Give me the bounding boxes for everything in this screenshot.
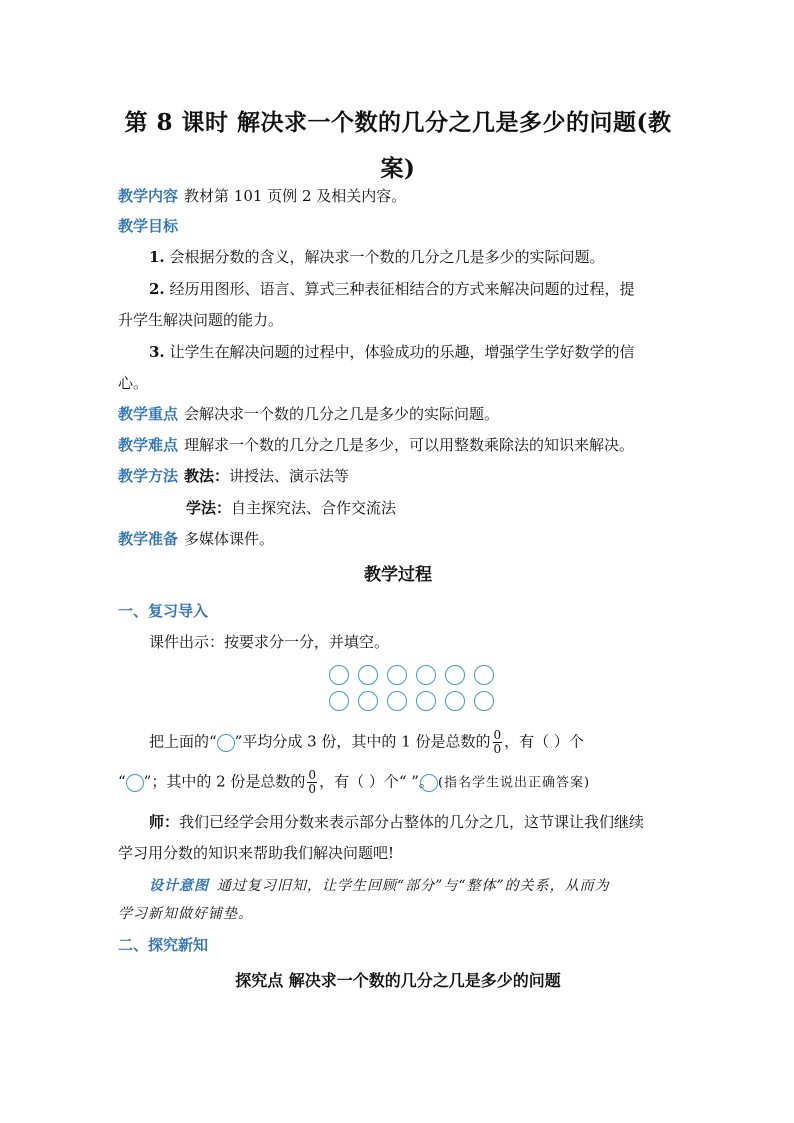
circle-icon (474, 665, 494, 685)
goal-num: 3. (149, 343, 165, 361)
teach-method-label: 教法： (184, 467, 230, 485)
blank-text: “ (118, 772, 126, 791)
teaching-goals-label (118, 215, 678, 237)
teacher-text: 我们已经学会用分数来表示部分占整体的几分之几，这节课让我们继续 (179, 813, 645, 831)
teaching-method (118, 465, 678, 487)
goal-text: 经历用图形、语言、算式三种表征相结合的方式来解决问题的过程，提 (169, 280, 635, 298)
circle-icon (358, 691, 378, 711)
circle-icon (445, 665, 465, 685)
teacher-line (118, 811, 709, 833)
blank-text: ，有（ ）个 (504, 732, 584, 751)
circle-icon (445, 691, 465, 711)
learn-method-text: 自主探究法、合作交流法 (231, 499, 397, 517)
explore-point: 探究点 解决求一个数的几分之几是多少的问题 (235, 971, 561, 990)
section-2-heading (118, 934, 678, 956)
circle-icon (474, 691, 494, 711)
teacher-line-cont: 学习用分数的知识来帮助我们解决问题吧! (118, 844, 395, 862)
fraction (307, 769, 317, 796)
page-title (118, 100, 678, 192)
method-label: 教学方法 (118, 467, 179, 485)
goal-item-3-cont: 心。 (118, 374, 149, 392)
key-point-text: 会解决求一个数的几分之几是多少的实际问题。 (184, 405, 500, 423)
prep-label: 教学准备 (118, 530, 179, 548)
circle-row-2 (329, 690, 503, 712)
teaching-content (118, 185, 678, 207)
fraction-numerator: 0 (308, 768, 317, 782)
fraction (493, 729, 503, 756)
prep-text: 多媒体课件。 (184, 530, 275, 548)
design-intent (118, 874, 709, 897)
goal-num: 1. (149, 248, 165, 266)
circle-icon (358, 665, 378, 685)
teacher-label: 师： (149, 813, 180, 831)
goal-item-3 (118, 341, 709, 363)
circle-icon (387, 665, 407, 685)
teach-method-text: 讲授法、演示法等 (229, 467, 350, 485)
goal-num: 2. (149, 280, 165, 298)
teaching-prep (118, 528, 678, 550)
design-intent-cont: 学习新知做好铺垫。 (118, 906, 253, 922)
design-intent-text: 通过复习旧知，让学生回顾“部分”与“整体”的关系，从而为 (217, 878, 610, 894)
learn-method-label: 学法： (186, 499, 232, 517)
process-heading: 教学过程 (364, 565, 432, 585)
teaching-content-text: 教材第 101 页例 2 及相关内容。 (184, 187, 407, 205)
blank-text: ，有（ ）个“ ”。 (319, 772, 434, 791)
section-1-title: 一、复习导入 (118, 602, 209, 620)
goal-item-1 (118, 246, 709, 268)
circle-icon (387, 691, 407, 711)
fraction-denominator: 0 (308, 782, 317, 796)
section-1-intro: 课件出示：按要求分一分，并填空。 (149, 633, 390, 651)
difficulty-label: 教学难点 (118, 436, 179, 454)
circle-icon (420, 774, 438, 792)
key-point-label: 教学重点 (118, 405, 179, 423)
fraction-denominator: 0 (493, 742, 502, 756)
section-1-heading (118, 600, 678, 622)
blank-text: 把上面的“ (149, 732, 217, 751)
fill-blank-line-2 (118, 769, 678, 796)
difficulty (118, 434, 678, 456)
goal-item-2 (118, 278, 709, 300)
circle-icon (217, 734, 235, 752)
circle-row-1 (329, 664, 503, 686)
learning-method (118, 497, 746, 519)
circle-icon (416, 691, 436, 711)
circle-icon (416, 665, 436, 685)
teacher-note: (指名学生说出正确答案) (437, 775, 591, 791)
goal-text: 会根据分数的含义，解决求一个数的几分之几是多少的实际问题。 (169, 248, 605, 266)
circle-icon (329, 665, 349, 685)
key-point (118, 403, 678, 425)
goals-label: 教学目标 (118, 217, 179, 235)
goal-text: 让学生在解决问题的过程中，体验成功的乐趣，增强学生学好数学的信 (169, 343, 635, 361)
blank-text: ”平均分成 3 份，其中的 1 份是总数的 (234, 732, 491, 751)
circle-icon (329, 691, 349, 711)
fraction-numerator: 0 (493, 728, 502, 742)
circle-icon (126, 774, 144, 792)
fill-blank-line-1 (118, 729, 709, 756)
teaching-content-label: 教学内容 (118, 187, 179, 205)
design-intent-label: 设计意图 (149, 878, 209, 894)
title-line-1: 第 8 课时 解决求一个数的几分之几是多少的问题(教 (124, 109, 672, 136)
section-2-title: 二、探究新知 (118, 936, 209, 954)
goal-item-2-cont: 升学生解决问题的能力。 (118, 311, 284, 329)
blank-text: ”；其中的 2 份是总数的 (143, 772, 306, 791)
difficulty-text: 理解求一个数的几分之几是多少，可以用整数乘除法的知识来解决。 (184, 436, 635, 454)
title-line-2: 案) (380, 155, 416, 182)
